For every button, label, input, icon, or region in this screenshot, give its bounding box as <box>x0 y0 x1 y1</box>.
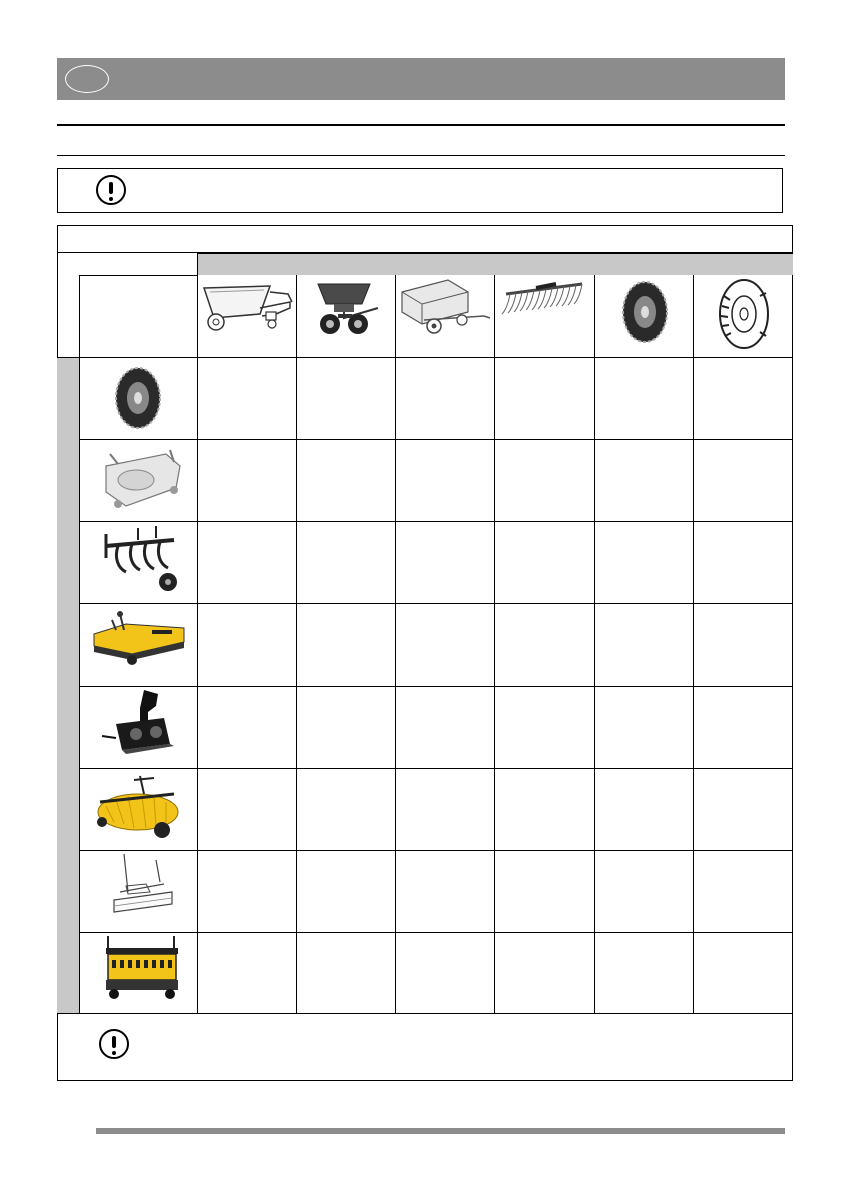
exclamation-icon <box>96 175 126 205</box>
notice-box-top <box>57 168 783 213</box>
sweeper-icon <box>92 608 188 680</box>
snow-thrower-icon <box>100 688 184 766</box>
snow-blade-icon <box>106 852 180 928</box>
dethatcher-icon <box>498 278 590 354</box>
col-line-4 <box>594 275 595 1013</box>
snow-chains-icon <box>110 362 166 434</box>
spreader-icon <box>300 278 392 354</box>
row-line-6 <box>79 850 793 851</box>
col-line-3 <box>494 275 495 1013</box>
row-line-header <box>57 357 793 358</box>
col-line-1 <box>296 275 297 1013</box>
mower-deck-icon <box>96 444 186 516</box>
divider-second <box>57 155 785 156</box>
lawn-sweeper-icon <box>398 278 492 354</box>
row-line-2 <box>79 521 793 522</box>
col-line-2 <box>395 275 396 1013</box>
col-line-5 <box>693 275 694 1013</box>
row-line-bottom <box>57 1013 793 1014</box>
row-line-7 <box>79 932 793 933</box>
row-group-band <box>57 357 79 1013</box>
rotary-brush-icon <box>94 772 188 844</box>
column-group-header <box>197 253 793 275</box>
exclamation-icon <box>99 1029 129 1059</box>
dump-cart-icon <box>200 278 294 354</box>
divider-top <box>57 124 785 126</box>
row-line-5 <box>79 768 793 769</box>
row-line-1 <box>79 439 793 440</box>
scarifier-icon <box>100 934 184 1010</box>
row-line-4 <box>79 686 793 687</box>
row-line-3 <box>79 603 793 604</box>
language-oval-icon <box>65 65 109 93</box>
corner-cell-left <box>79 275 80 1013</box>
cultivator-icon <box>98 524 184 600</box>
col-line-0 <box>197 253 198 1013</box>
tyre-icon <box>716 276 772 354</box>
corner-cell-top <box>79 275 197 276</box>
snow-chains-icon <box>618 278 672 354</box>
header-bar <box>57 58 785 100</box>
footer-bar <box>96 1128 785 1134</box>
